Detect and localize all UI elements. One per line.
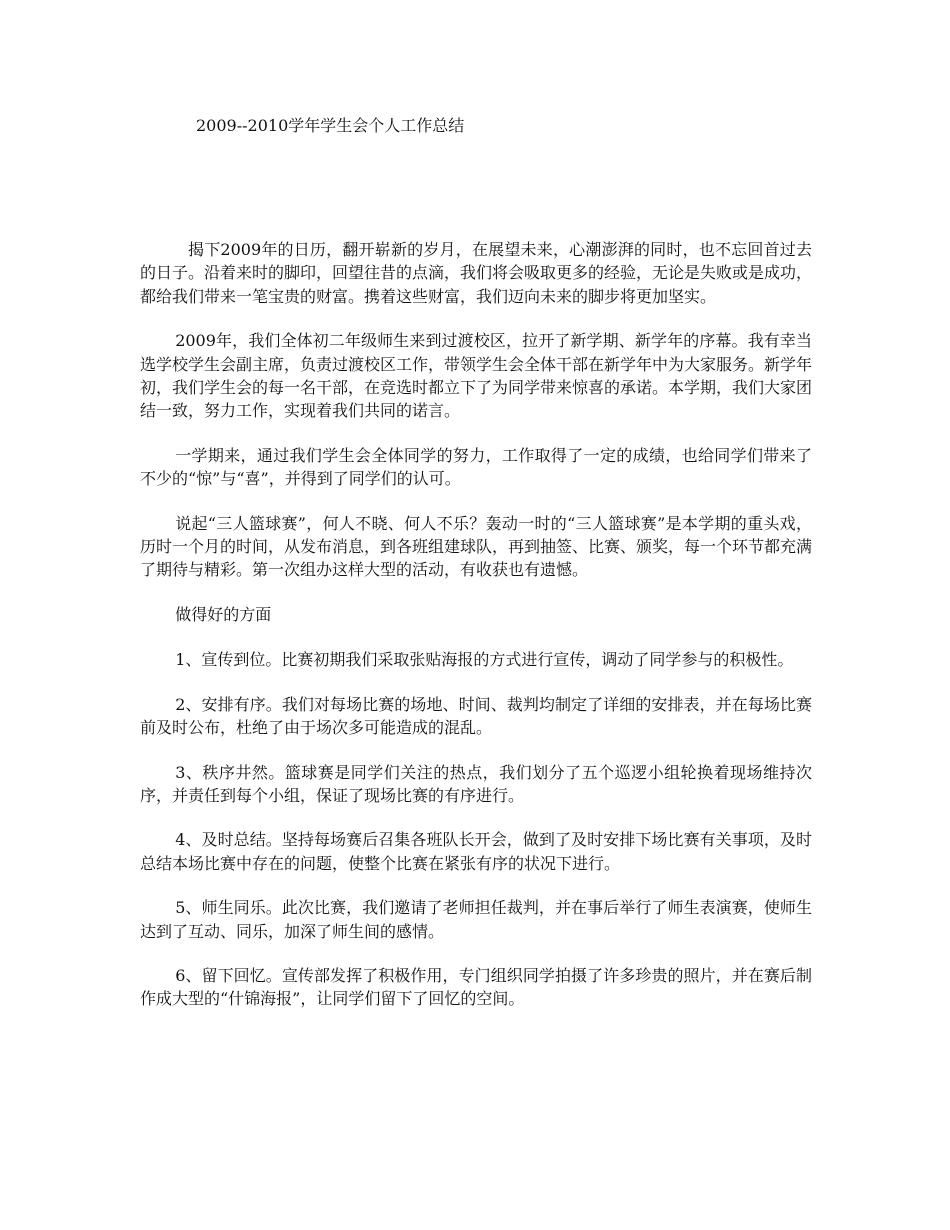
list-item-teachers-students: 5、师生同乐。此次比赛，我们邀请了老师担任裁判，并在事后举行了师生表演赛，使师生达到了互动、同乐，加深了师生间的感情。 [140,898,812,941]
section-heading-done-well: 做得好的方面 [175,604,272,624]
document-body [140,238,812,1032]
paragraph-intro: 揭下2009年的日历，翻开崭新的岁月，在展望未来，心潮澎湃的同时，也不忘回首过去的日子。沿着来时的脚印，回望往昔的点滴，我们将会吸取更多的经验，无论是失败或是成功，都给我们带来一笔宝贵的财富。携着这些财富，我们迈向未来的脚步将更加坚实。 [140,240,813,306]
document-title: 2009--2010学年学生会个人工作总结 [196,116,465,135]
list-item-memories: 6、留下回忆。宣传部发挥了积极作用，专门组织同学拍摄了许多珍贵的照片，并在赛后制作成大型的“什锦海报”，让同学们留下了回忆的空间。 [140,965,812,1009]
list-item-publicity: 1、宣传到位。比赛初期我们采取张贴海报的方式进行宣传，调动了同学参与的积极性。 [175,650,794,670]
paragraph-achievements: 一学期来，通过我们学生会全体同学的努力，工作取得了一定的成绩，也给同学们带来了不少的“惊”与“喜”，并得到了同学们的认可。 [140,445,812,489]
list-item-summary: 4、及时总结。坚持每场赛后召集各班队长开会，做到了及时安排下场比赛有关事项，及时总结本场比赛中存在的问题，使整个比赛在紧张有序的状况下进行。 [140,830,812,873]
list-item-order: 3、秩序井然。篮球赛是同学们关注的热点，我们划分了五个巡逻小组轮换着现场维持次序，并责任到每个小组，保证了现场比赛的有序进行。 [140,762,812,805]
paragraph-background: 2009年，我们全体初二年级师生来到过渡校区，拉开了新学期、新学年的序幕。我有幸当选学校学生会副主席，负责过渡校区工作，带领学生会全体干部在新学年中为大家服务。新学年初，我们学生会的每一名干部，在竞选时都立下了为同学带来惊喜的承诺。本学期，我们大家团结一致，努力工作，实现着我们共同的诺言。 [140,331,813,421]
paragraph-basketball: 说起“三人篮球赛”，何人不晓、何人不乐？轰动一时的“三人篮球赛”是本学期的重头戏，历时一个月的时间，从发布消息，到各班组建球队，再到抽签、比赛、颁奖，每一个环节都充满了期待与精彩。第一次组办这样大型的活动，有收获也有遗憾。 [140,513,813,580]
list-item-scheduling: 2、安排有序。我们对每场比赛的场地、时间、裁判均制定了详细的安排表，并在每场比赛前及时公布，杜绝了由于场次多可能造成的混乱。 [140,694,812,738]
